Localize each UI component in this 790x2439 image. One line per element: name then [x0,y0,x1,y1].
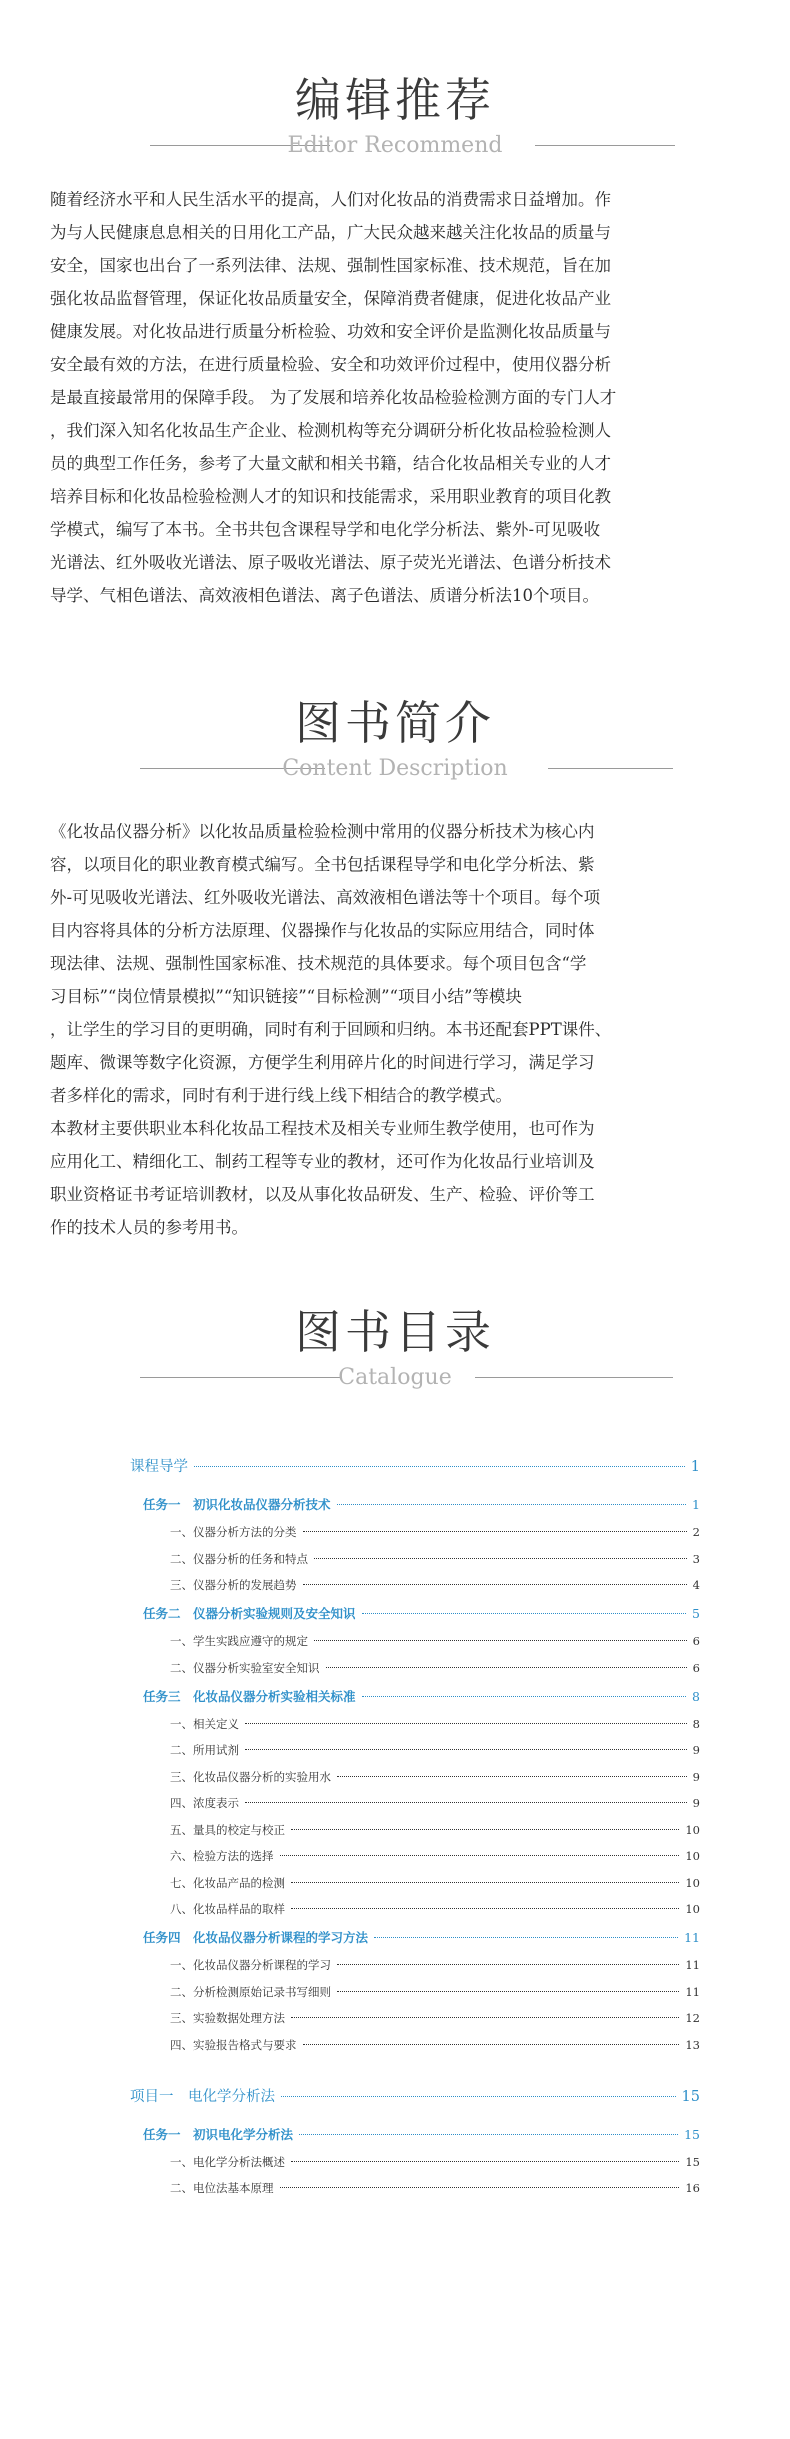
toc-item[interactable] [170,1524,700,1540]
toc-page-number: 4 [692,1578,700,1592]
toc-leader-dots [314,1640,687,1641]
toc-item[interactable] [170,1957,700,1973]
toc-chapter[interactable] [130,2085,700,2106]
content-subtitle: Content Description [282,756,508,781]
toc-item[interactable] [170,1716,700,1732]
toc-item[interactable] [170,1795,700,1811]
toc-label: 四、浓度表示 [170,1796,239,1810]
toc-item[interactable] [170,1769,700,1785]
content-text: 《化妆品仪器分析》以化妆品质量检验检测中常用的仪器分析技术为核心内 容，以项目化的职业教育模式编写。全书包括课程导学和电化学分析法、紫 外-可见吸收光谱法、红外吸收光谱法、高效液相色谱法等十个项目。每个项 目内容将具体的分析方法原理、仪器操作与化妆品的实际应用结合，同时体 现法律、法规、强制性国家标准、技术规范的具体要求。每个项目包含“学 习目标”“岗位情景模拟”“知识链接”“目标检测”“项目小结”等模块 ，让学生的学习目的更明确，同时有利于回顾和归纳。本书还配套PPT课件、 题库、微课等数字化资源，方便学生利用碎片化的时间进行学习，满足学习 者多样化的需求，同时有利于进行线上线下相结合的教学模式。 本教材主要供职业本科化妆品工程技术及相关专业师生教学使用，也可作为 应用化工、精细化工、制药工程等专业的教材，还可作为化妆品行业培训及 职业资格证书考证培训教材，以及从事化妆品研发、生产、检验、评价等工 作的技术人员的参考用书。 [50,822,612,1237]
toc-label: 一、学生实践应遵守的规定 [170,1634,308,1648]
toc-page-number: 6 [692,1660,700,1675]
toc-label: 二、仪器分析的任务和特点 [170,1551,308,1566]
toc-leader-dots [291,1908,679,1909]
toc-label: 一、电化学分析法概述 [170,2154,285,2169]
editor-text: 随着经济水平和人民生活水平的提高，人们对化妆品的消费需求日益增加。作 为与人民健康息息相关的日用化工产品，广大民众越来越关注化妆品的质量与 安全，国家也出台了一系列法律、法规、强制性国家标准、技术规范，旨在加 强化妆品监督管理，保证化妆品质量安全，保障消费者健康，促进化妆品产业 健康发展。对化妆品进行质量分析检验、功效和安全评价是监测化妆品质量与 安全最有效的方法，在进行质量检验、安全和功效评价过程中，使用仪器分析 是最直接最常用的保障手段。 为了发展和培养化妆品检验检测方面的专门人才 ，我们深入知名化妆品生产企业、检测机构等充分调研分析化妆品检验检测人 员的典型工作任务，参考了大量文献和相关书籍，结合化妆品相关专业的人才 培养目标和化妆品检验检测人才的知识和技能需求，采用职业教育的项目化教 学模式，编写了本书。全书共包含课程导学和电化学分析法、紫外-可见吸收 光谱法、红外吸收光谱法、原子吸收光谱法、原子荧光光谱法、色谱分析技术 导学、气相色谱法、高效液相色谱法、离子色谱法、质谱分析法10个项目。 [50,190,617,605]
toc-item[interactable] [170,1848,700,1864]
toc-label: 八、化妆品样品的取样 [170,1902,285,1916]
toc-leader-dots [337,1776,687,1777]
editor-subtitle: Editor Recommend [287,133,503,158]
toc-leader-dots [337,1504,687,1505]
toc-page-number: 10 [685,1822,700,1837]
toc-label: 一、化妆品仪器分析课程的学习 [170,1958,331,1972]
toc-page-number: 11 [684,1930,700,1945]
toc-page-number: 11 [685,1984,700,1999]
content-title: 图书简介 [295,696,495,750]
toc-page-number: 8 [692,1716,700,1731]
toc-leader-dots [194,1466,685,1467]
toc-page-number: 2 [692,1525,700,1539]
toc-page-number: 13 [685,2037,700,2052]
toc-page-number: 8 [692,1688,700,1704]
toc-label: 二、所用试剂 [170,1743,239,1757]
toc-leader-dots [374,1937,678,1938]
toc-item[interactable] [170,2037,700,2053]
toc-label: 二、分析检测原始记录书写细则 [170,1984,331,1999]
toc-page-number: 6 [692,1634,700,1648]
toc-label: 七、化妆品产品的检测 [170,1875,285,1890]
editor-title: 编辑推荐 [295,73,495,127]
toc-leader-dots [314,1558,687,1559]
toc-label: 课程导学 [130,1459,188,1475]
toc-page-number: 12 [685,2011,700,2025]
toc-leader-dots [291,2017,679,2018]
toc-label: 任务三 化妆品仪器分析实验相关标准 [143,1688,356,1704]
toc-item[interactable] [170,1551,700,1567]
toc-leader-dots [303,2044,680,2045]
toc-label: 二、电位法基本原理 [170,2181,274,2195]
toc-item[interactable] [170,2180,700,2196]
toc-leader-dots [245,1723,687,1724]
toc-item[interactable] [170,1901,700,1917]
toc-item[interactable] [170,1875,700,1891]
toc-label: 项目一 电化学分析法 [130,2088,275,2105]
toc-leader-dots [291,1829,679,1830]
editor-header [0,70,790,180]
toc-page-number: 3 [692,1551,700,1566]
header-rule-right [548,768,673,769]
toc-item[interactable] [170,1577,700,1593]
toc-label: 任务一 初识电化学分析法 [143,2126,294,2142]
toc-task[interactable] [143,1604,700,1622]
toc-label: 任务四 化妆品仪器分析课程的学习方法 [143,1930,369,1945]
toc-page-number: 1 [690,1459,700,1475]
toc-item[interactable] [170,2154,700,2170]
toc-label: 四、实验报告格式与要求 [170,2037,297,2052]
toc-leader-dots [337,1991,679,1992]
toc-item[interactable] [170,1660,700,1676]
toc-leader-dots [326,1667,687,1668]
toc-page-number: 10 [685,1849,700,1863]
toc-label: 二、仪器分析实验室安全知识 [170,1660,320,1675]
toc-label: 任务二 仪器分析实验规则及安全知识 [143,1606,356,1621]
toc-leader-dots [280,1855,680,1856]
header-rule-right [535,145,675,146]
toc-task[interactable] [143,2125,700,2143]
toc-label: 三、仪器分析的发展趋势 [170,1578,297,1592]
toc-page-number: 9 [692,1743,700,1757]
toc-leader-dots [362,1613,687,1614]
toc-item[interactable] [170,1742,700,1758]
toc-leader-dots [303,1584,687,1585]
toc-page-number: 9 [692,1796,700,1810]
toc-task[interactable] [143,1495,700,1513]
toc-task[interactable] [143,1687,700,1705]
toc-leader-dots [299,2134,678,2135]
toc-leader-dots [280,2187,680,2188]
toc-page-number: 9 [692,1769,700,1784]
toc-page-number: 10 [685,1902,700,1916]
header-rule-right [475,1377,673,1378]
catalogue-subtitle: Catalogue [338,1365,452,1390]
toc-page-number: 11 [685,1958,700,1972]
catalogue-header [0,1302,790,1412]
toc-item[interactable] [170,1822,700,1838]
toc-chapter[interactable] [130,1455,700,1476]
toc-leader-dots [245,1802,687,1803]
toc-item[interactable] [170,2010,700,2026]
toc-page-number: 15 [684,2126,700,2142]
toc-label: 三、化妆品仪器分析的实验用水 [170,1769,331,1784]
toc-label: 一、相关定义 [170,1716,239,1731]
toc-item[interactable] [170,1984,700,2000]
toc-page-number: 15 [685,2154,700,2169]
toc-page-number: 15 [681,2088,700,2105]
toc-item[interactable] [170,1633,700,1649]
toc-leader-dots [245,1749,687,1750]
toc-label: 一、仪器分析方法的分类 [170,1525,297,1539]
catalogue-title: 图书目录 [295,1305,495,1359]
toc-leader-dots [291,2161,679,2162]
toc-page-number: 5 [692,1606,700,1621]
toc-leader-dots [291,1882,679,1883]
toc-leader-dots [303,1531,687,1532]
toc-label: 任务一 初识化妆品仪器分析技术 [143,1497,331,1512]
toc-label: 三、实验数据处理方法 [170,2011,285,2025]
toc-label: 五、量具的校定与校正 [170,1822,285,1837]
toc-page-number: 1 [692,1497,700,1512]
toc-page-number: 16 [685,2181,700,2195]
content-header [0,693,790,803]
toc-leader-dots [281,2096,676,2097]
toc-leader-dots [337,1964,679,1965]
toc-leader-dots [362,1696,687,1697]
toc-task[interactable] [143,1928,700,1946]
toc-label: 六、检验方法的选择 [170,1849,274,1863]
toc-page-number: 10 [685,1875,700,1890]
